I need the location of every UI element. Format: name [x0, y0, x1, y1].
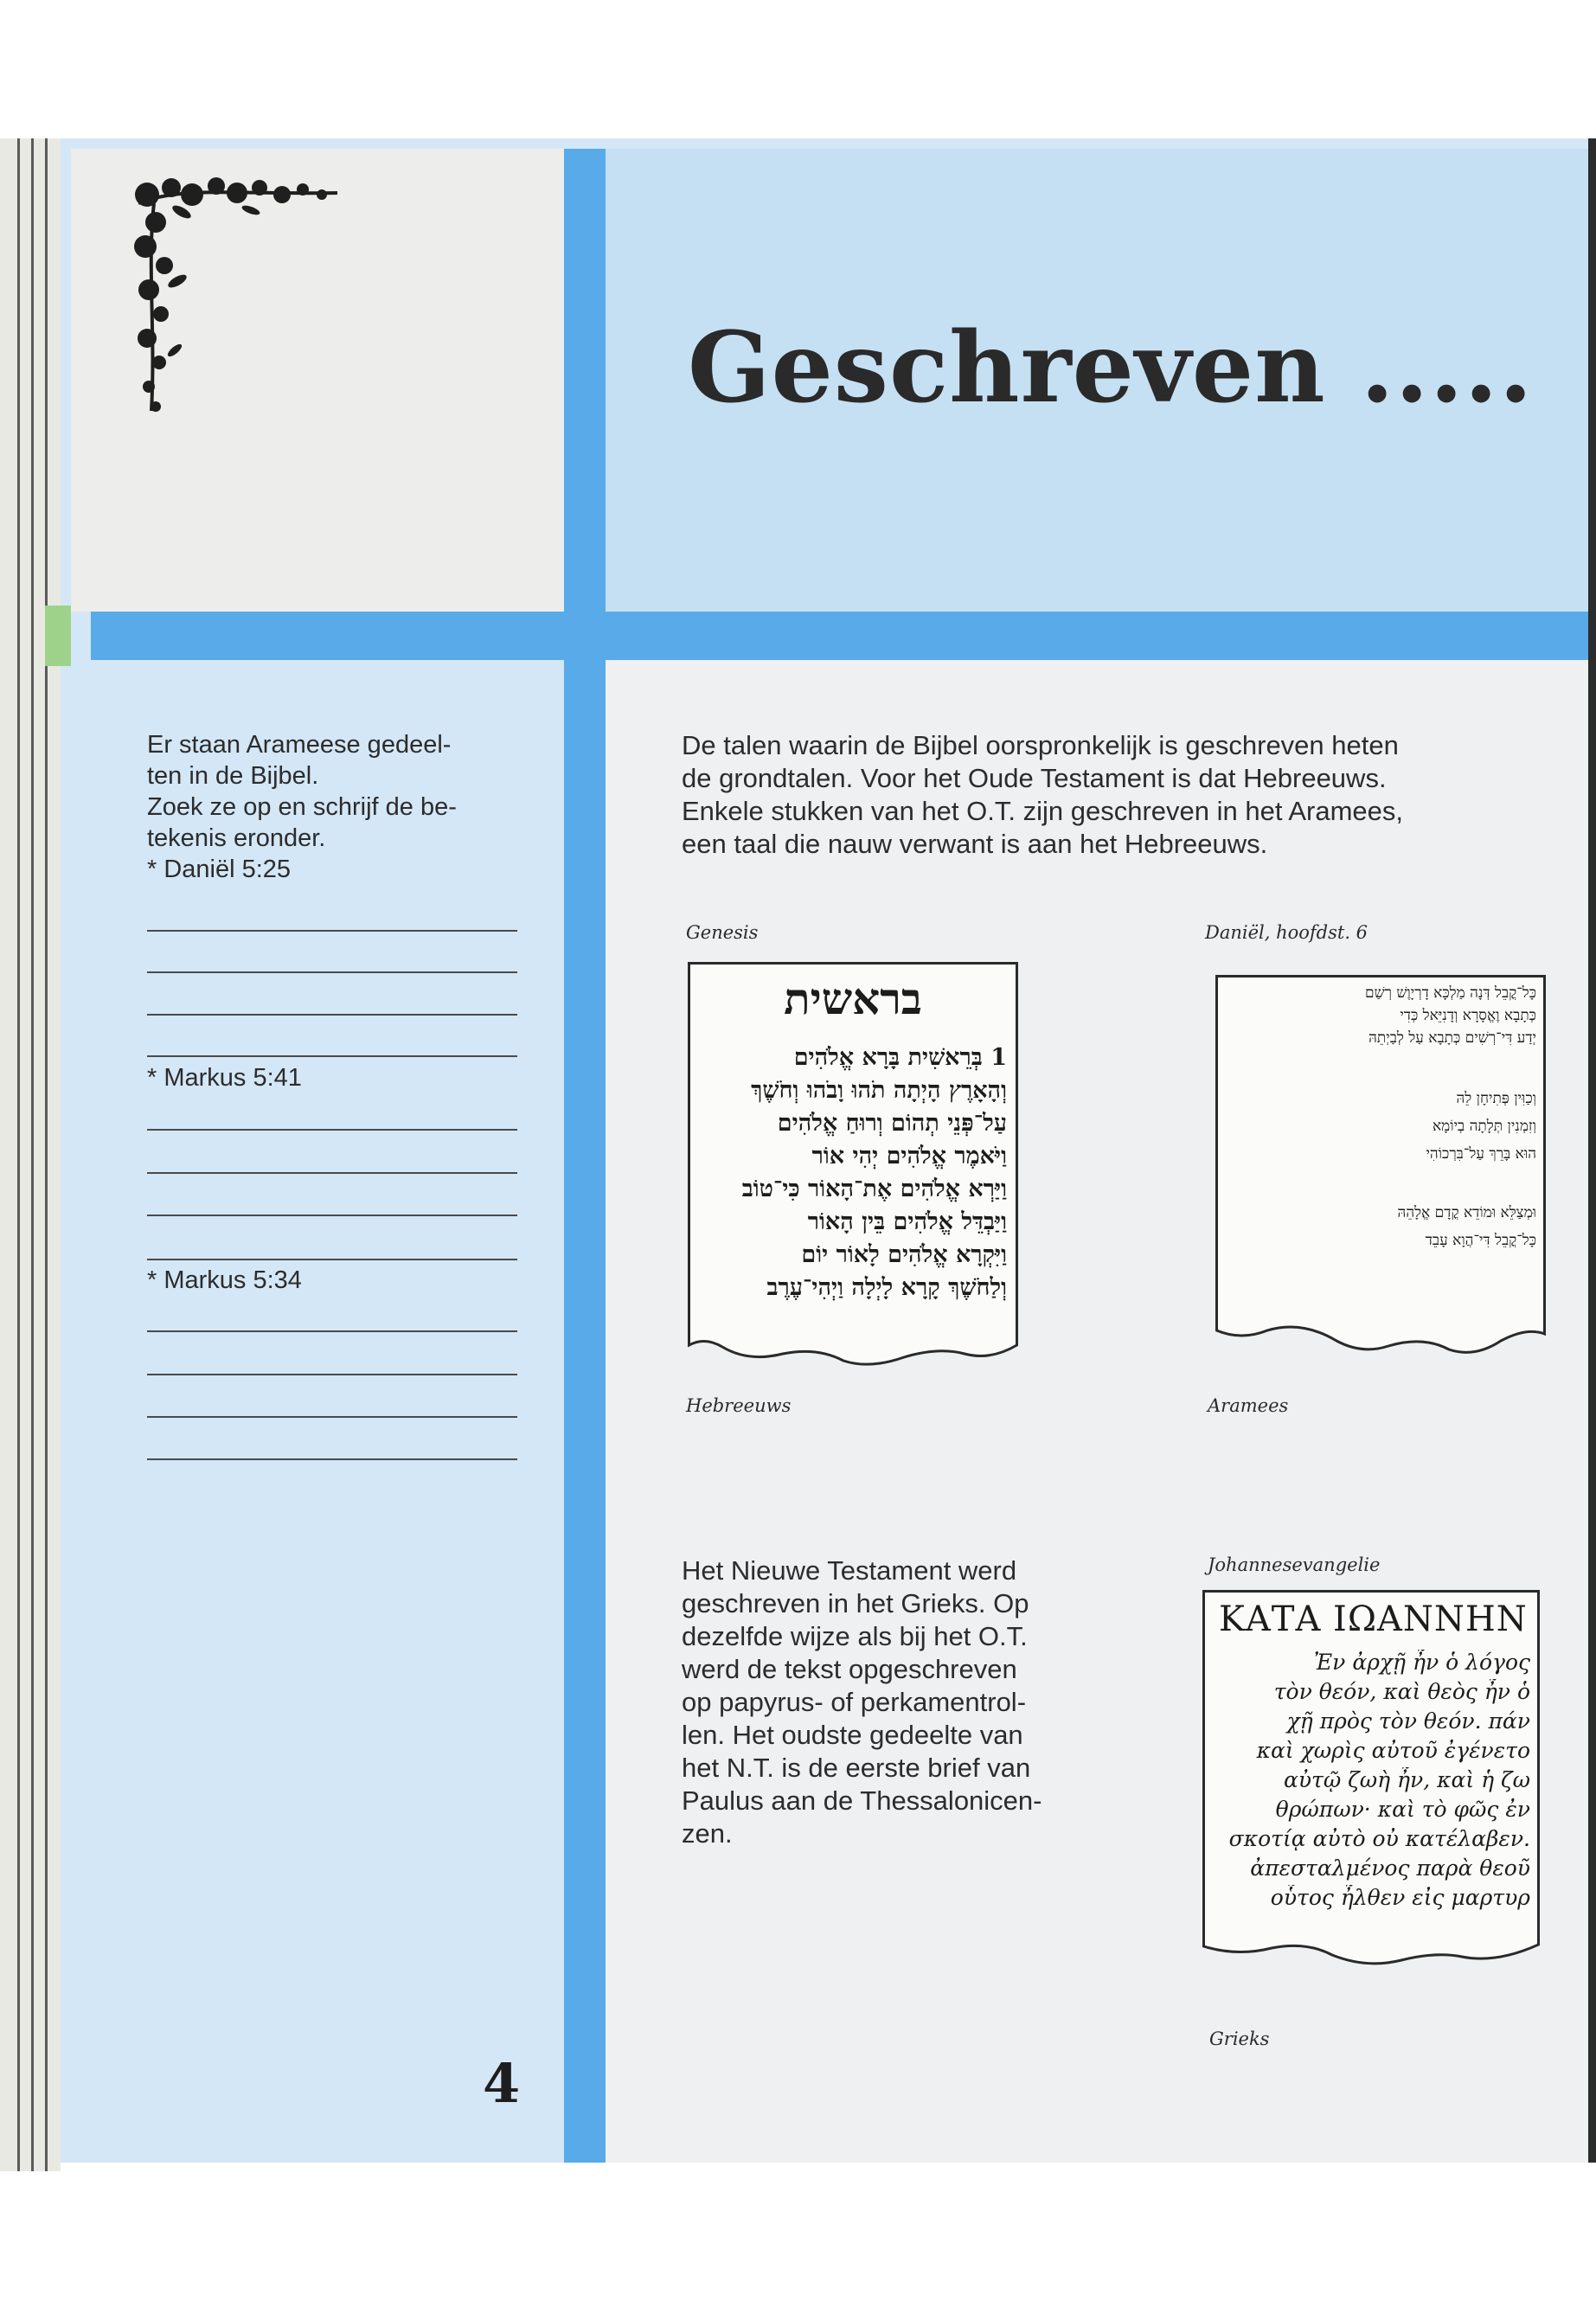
- manuscript-line: ἀπεσταλμένος παρὰ θεοῦ: [1250, 1856, 1530, 1881]
- caption-genesis: Genesis: [686, 922, 759, 943]
- manuscript-line: καὶ χωρὶς αὐτοῦ ἐγένετο: [1256, 1738, 1530, 1763]
- exercise-line: Zoek ze op en schrijf de be-: [147, 793, 457, 821]
- paragraph-line: geschreven in het Grieks. Op: [682, 1588, 1029, 1618]
- caption-johannesevangelie: Johannesevangelie: [1208, 1554, 1381, 1575]
- manuscript-line: וְהָאָרֶץ הָיְתָה תֹהוּ וָבֹהוּ וְחֹשֶׁךְ: [751, 1077, 1007, 1104]
- aramaic-manuscript: [1215, 975, 1546, 1322]
- book-edge: [0, 138, 61, 2171]
- answer-line: [147, 1129, 517, 1131]
- reference-markus-5-34: * Markus 5:34: [147, 1266, 302, 1294]
- caption-grieks: Grieks: [1209, 2029, 1270, 2049]
- manuscript-line: יְדַע דִּי־רְשִׁים כְּתָבָא עַל לְבַיְתֵהּ: [1368, 1029, 1536, 1047]
- manuscript-line: וְלַחֹשֶׁךְ קָרָא לָיְלָה וַיְהִי־עֶרֶב: [766, 1274, 1007, 1301]
- manuscript-line: וְזִמְנִין תְּלָתָה בְיוֹמָא: [1432, 1118, 1536, 1135]
- answer-line: [147, 1055, 517, 1057]
- manuscript-line: αὐτῷ ζωὴ ἦν, καὶ ἡ ζω: [1283, 1767, 1530, 1792]
- reference-daniel-5-25: * Daniël 5:25: [147, 856, 292, 883]
- manuscript-line: הוּא בָּרֵךְ עַל־בִּרְכוֹהִי: [1426, 1145, 1536, 1163]
- manuscript-line: 1 בְּרֵאשִׁית בָּרָא אֱלֹהִים: [793, 1044, 1007, 1071]
- vertical-accent-bar: [564, 149, 606, 2163]
- answer-line: [147, 1259, 517, 1260]
- manuscript-line: Ἐν ἀρχῇ ἦν ὁ λόγος: [1313, 1650, 1530, 1675]
- paragraph-line: de grondtalen. Voor het Oude Testament is dat Hebreeuws.: [682, 763, 1387, 793]
- manuscript-line: σκοτίᾳ αὐτὸ οὐ κατέλαβεν.: [1228, 1826, 1530, 1851]
- manuscript-line: οὗτος ἦλθεν εἰς μαρτυρ: [1270, 1885, 1530, 1910]
- scroll-torn-edge: [1215, 1315, 1546, 1358]
- exercise-line: Er staan Arameese gedeel-: [147, 731, 452, 759]
- manuscript-line: τὸν θεόν, καὶ θεὸς ἦν ὁ: [1273, 1679, 1530, 1704]
- paragraph-line: werd de tekst opgeschreven: [682, 1654, 1017, 1684]
- greek-manuscript: [1202, 1590, 1540, 1939]
- manuscript-line: וּמְצַלֵּא וּמוֹדֵא קֳדָם אֱלָהֵהּ: [1397, 1204, 1536, 1221]
- manuscript-line: וַיַּרְא אֱלֹהִים אֶת־הָאוֹר כִּי־טוֹב: [741, 1176, 1007, 1202]
- intro-paragraph: [682, 729, 1555, 861]
- answer-line: [147, 971, 517, 973]
- answer-line: [147, 1172, 517, 1174]
- floral-corner-ornament-icon: [130, 169, 355, 420]
- answer-line: [147, 1330, 517, 1332]
- paragraph-line: Het Nieuwe Testament werd: [682, 1555, 1017, 1586]
- manuscript-line: וְכַוִּין פְּתִיחָן לֵהּ: [1456, 1090, 1536, 1107]
- scroll-torn-edge: [1202, 1934, 1540, 1977]
- paragraph-line: het N.T. is de eerste brief van: [682, 1753, 1031, 1783]
- page-title: Geschreven .....: [688, 311, 1534, 425]
- caption-aramees: Aramees: [1208, 1395, 1289, 1416]
- paragraph-line: Paulus aan de Thessalonicen-: [682, 1785, 1042, 1816]
- answer-line: [147, 1374, 517, 1375]
- paragraph-line: Enkele stukken van het O.T. zijn geschreven in het Aramees,: [682, 796, 1404, 826]
- manuscript-line: וַיֹּאמֶר אֱלֹהִים יְהִי אוֹר: [811, 1143, 1007, 1170]
- paragraph-line: zen.: [682, 1818, 733, 1849]
- manuscript-line: וַיִּקְרָא אֱלֹהִים לָאוֹר יוֹם: [801, 1241, 1007, 1268]
- manuscript-line: כָּל־קֳבֵל דִּי־הֲוָא עָבֵד: [1425, 1232, 1536, 1249]
- manuscript-line: וַיַּבְדֵּל אֱלֹהִים בֵּין הָאוֹר: [807, 1208, 1007, 1235]
- manuscript-title: בראשית: [784, 973, 922, 1024]
- manuscript-line: עַל־פְּנֵי תְהוֹם וְרוּחַ אֱלֹהִים: [777, 1110, 1007, 1137]
- caption-hebreeuws: Hebreeuws: [686, 1395, 792, 1416]
- answer-line: [147, 1215, 517, 1216]
- hebrew-manuscript: [688, 962, 1018, 1336]
- paragraph-line: len. Het oudste gedeelte van: [682, 1720, 1023, 1750]
- manuscript-line: כְּתָבָא וֶאֱסָרָא וְדָנִיֵּאל כְּדִי: [1400, 1007, 1536, 1024]
- paragraph-line: De talen waarin de Bijbel oorspronkelijk is geschreven heten: [682, 730, 1399, 760]
- exercise-line: ten in de Bijbel.: [147, 762, 319, 790]
- answer-line: [147, 930, 517, 932]
- horizontal-accent-bar: [91, 612, 1590, 660]
- caption-daniel: Daniël, hoofdst. 6: [1205, 922, 1368, 943]
- exercise-line: tekenis eronder.: [147, 824, 326, 852]
- exercise-instructions: [147, 729, 528, 885]
- scroll-torn-edge: [688, 1328, 1018, 1371]
- nt-paragraph: [682, 1554, 1114, 1850]
- reference-markus-5-41: * Markus 5:41: [147, 1064, 302, 1092]
- page-tab-marker: [45, 606, 71, 666]
- manuscript-line: כָּל־קֳבֵל דְּנָה מַלְכָּא דָרְיָוֶשׁ רְשַׁם: [1364, 984, 1536, 1002]
- page-edge: [1588, 138, 1596, 2163]
- manuscript-line: χῇ πρὸς τὸν θεόν. πάν: [1286, 1708, 1530, 1734]
- paragraph-line: op papyrus- of perkamentrol-: [682, 1687, 1027, 1717]
- answer-line: [147, 1416, 517, 1418]
- page-number: 4: [483, 2052, 521, 2115]
- manuscript-title: ΚΑΤΑ ΙΩΑΝΝΗΝ: [1219, 1599, 1528, 1639]
- answer-line: [147, 1014, 517, 1016]
- answer-line: [147, 1458, 517, 1460]
- paragraph-line: dezelfde wijze als bij het O.T.: [682, 1621, 1028, 1651]
- paragraph-line: een taal die nauw verwant is aan het Hebreeuws.: [682, 829, 1268, 859]
- manuscript-line: θρώπων· καὶ τὸ φῶς ἐν: [1275, 1797, 1530, 1822]
